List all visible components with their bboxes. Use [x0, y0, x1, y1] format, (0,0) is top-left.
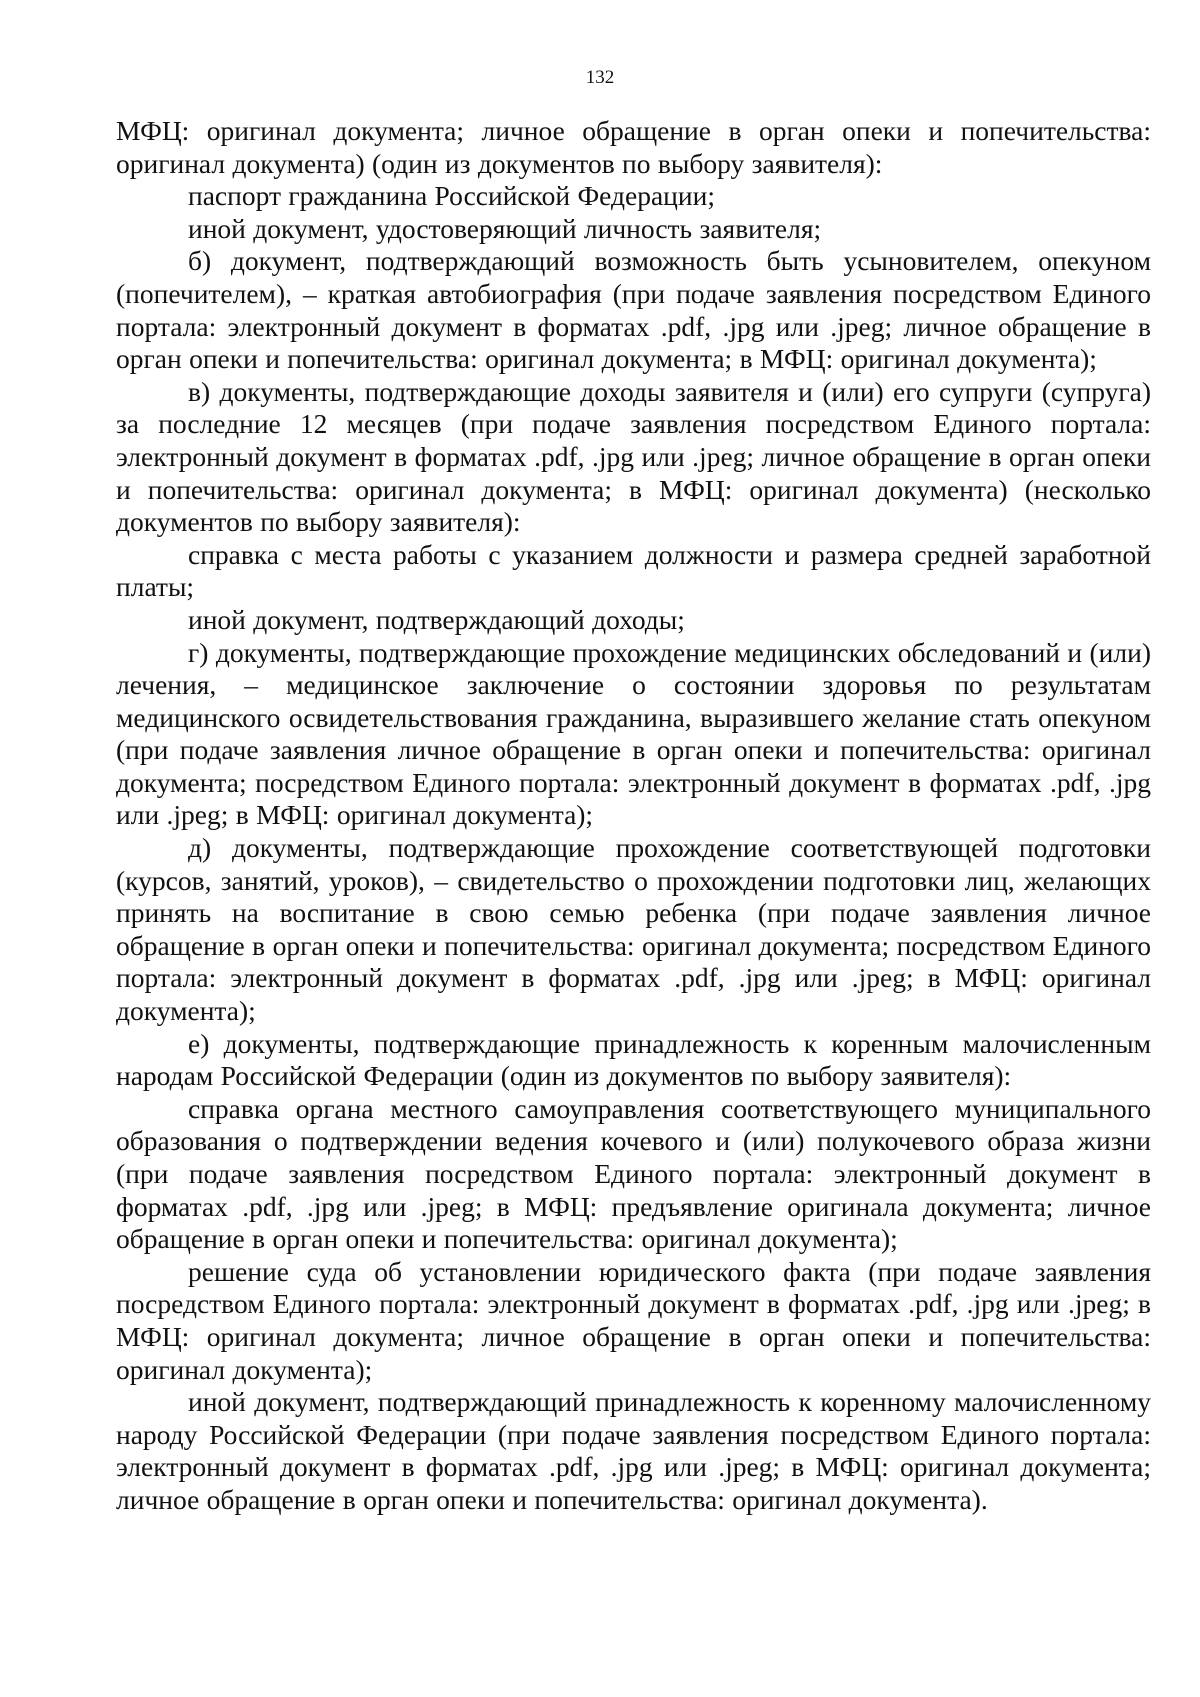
paragraph: решение суда об установлении юридического факта (при подаче заявления посредством Единого портала: электронный документ в форматах .pdf, .jpg или .jpeg; в МФЦ: оригинал документа; личное обращение в орган опеки и попечительства: оригинал документа); [116, 1255, 1151, 1385]
paragraph: б) документ, подтверждающий возможность быть усыновителем, опекуном (попечителем), – краткая автобиография (при подаче заявления посредством Единого портала: электронный документ в форматах .pdf, .jpg или .jpeg; личное обращение в орган опеки и попечительства: оригинал документа; в МФЦ: оригинал документа); [116, 245, 1151, 375]
paragraph: д) документы, подтверждающие прохождение соответствующей подготовки (курсов, занятий, уроков), – свидетельство о прохождении подготовки лиц, желающих принять на воспитание в свою семью ребенка (при подаче заявления личное обращение в орган опеки и попечительства: оригинал документа; посредством Единого портала: электронный документ в форматах .pdf, .jpg или .jpeg; в МФЦ: оригинал документа); [116, 832, 1151, 1027]
paragraph: МФЦ: оригинал документа; личное обращение в орган опеки и попечительства: оригинал документа) (один из документов по выбору заявителя): [116, 115, 1151, 179]
page-number: 132 [585, 67, 615, 88]
paragraph: г) документы, подтверждающие прохождение медицинских обследований и (или) лечения, – медицинское заключение о состоянии здоровья по результатам медицинского освидетельствования гражданина, выразившего желание стать опекуном (при подаче заявления личное обращение в орган опеки и попечительства: оригинал документа; посредством Единого портала: электронный документ в форматах .pdf, .jpg или .jpeg; в МФЦ: оригинал документа); [116, 636, 1151, 831]
paragraph: справка органа местного самоуправления соответствующего муниципального образования о подтверждении ведения кочевого и (или) полукочевого образа жизни (при подаче заявления посредством Единого портала: электронный документ в форматах .pdf, .jpg или .jpeg; в МФЦ: предъявление оригинала документа; личное обращение в орган опеки и попечительства: оригинал документа); [116, 1092, 1151, 1255]
paragraph: иной документ, удостоверяющий личность заявителя; [188, 212, 822, 244]
paragraph: паспорт гражданина Российской Федерации; [188, 180, 715, 212]
paragraph: в) документы, подтверждающие доходы заявителя и (или) его супруги (супруга) за последние 12 месяцев (при подаче заявления посредством Единого портала: электронный документ в форматах .pdf, .jpg или .jpeg; личное обращение в орган опеки и попечительства: оригинал документа; в МФЦ: оригинал документа) (несколько документов по выбору заявителя): [116, 375, 1151, 538]
paragraph: иной документ, подтверждающий доходы; [188, 603, 685, 635]
paragraph: справка с места работы с указанием должности и размера средней заработной платы; [116, 538, 1151, 603]
document-body [116, 115, 1151, 1517]
paragraph: иной документ, подтверждающий принадлежность к коренному малочисленному народу Российской Федерации (при подаче заявления посредством Единого портала: электронный документ в форматах .pdf, .jpg или .jpeg; в МФЦ: оригинал документа; личное обращение в орган опеки и попечительства: оригинал документа). [116, 1386, 1151, 1515]
paragraph: е) документы, подтверждающие принадлежность к коренным малочисленным народам Российской Федерации (один из документов по выбору заявителя): [116, 1027, 1151, 1092]
